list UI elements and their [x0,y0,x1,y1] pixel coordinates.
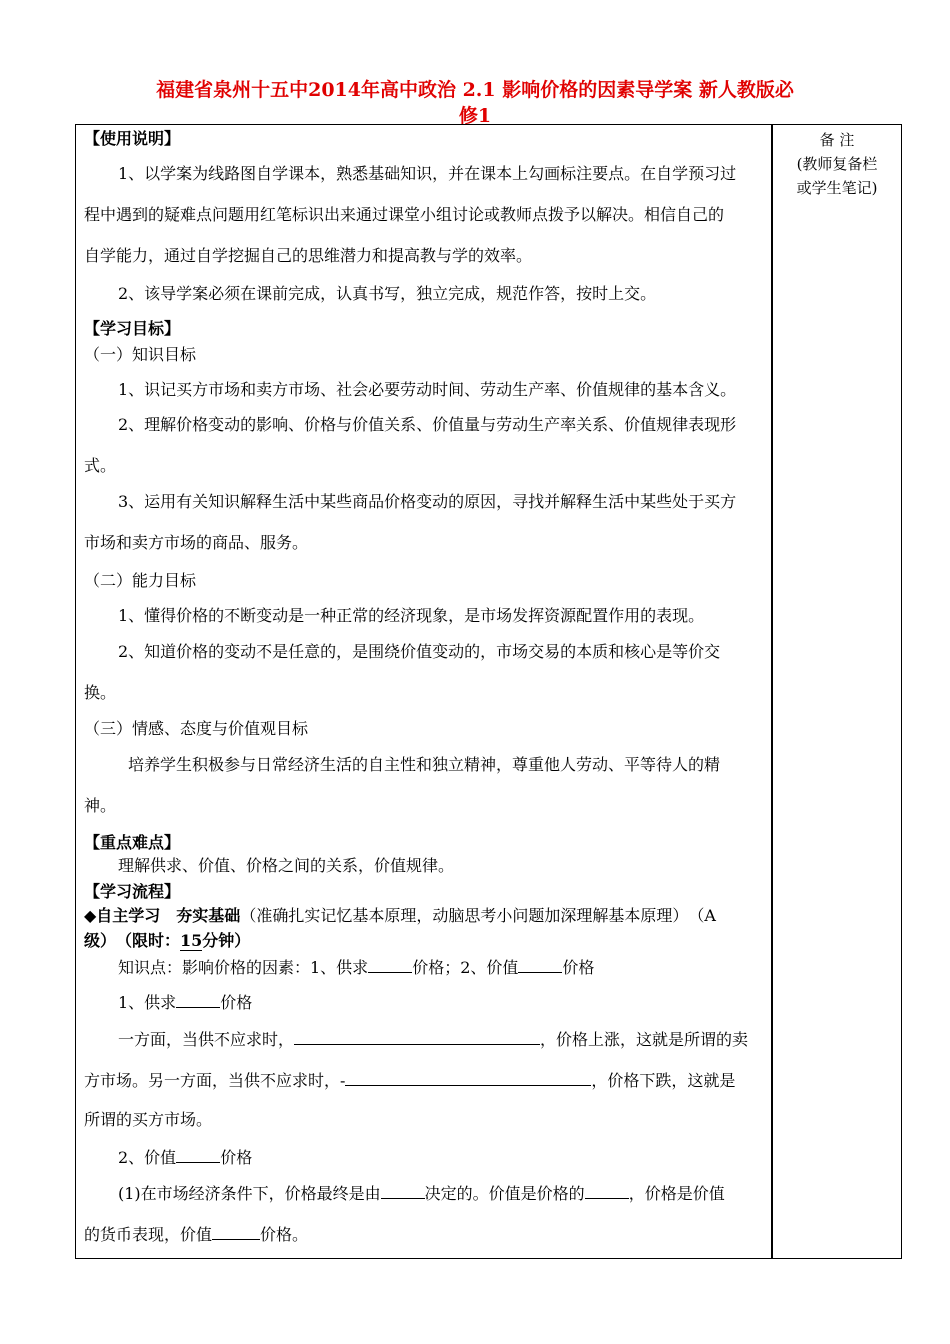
usage-paragraph-1-line-2: 程中遇到的疑难点问题用红笔标识出来通过课堂小组讨论或教师点拨予以解决。相信自己的 [84,205,725,224]
section-2-text-e: 价格。 [260,1225,309,1244]
section-1-text-d: ，价格下跌，这就是 [591,1071,736,1090]
ability-goal-2-line-1: 2、知道价格的变动不是任意的，是围绕价值变动的，市场交易的本质和核心是等价交 [118,642,721,661]
knowledge-goal-3-line-1: 3、运用有关知识解释生活中某些商品价格变动的原因，寻找并解释生活中某些处于买方 [118,492,737,511]
answer-blank[interactable] [518,957,562,973]
ability-goal-1: 1、懂得价格的不断变动是一种正常的经济现象，是市场发挥资源配置作用的表现。 [118,606,705,625]
ability-goals-heading: （二）能力目标 [84,571,197,590]
remarks-note-line-2: 或学生笔记) [796,179,878,197]
answer-blank[interactable] [368,957,412,973]
emotion-goals-heading: （三）情感、态度与价值观目标 [84,719,309,738]
section-2-text-a: (1)在市场经济条件下，价格最终是由 [118,1184,381,1203]
section-2-heading [118,1147,252,1168]
answer-blank[interactable] [585,1183,629,1199]
section-2-paragraph-line-1 [118,1183,725,1204]
section-1-paragraph-line-2 [84,1070,735,1091]
answer-blank[interactable] [381,1183,425,1199]
key-points-text: 理解供求、价值、价格之间的关系，价值规律。 [118,856,455,875]
section-1-paragraph-line-1 [118,1029,748,1050]
remarks-heading: 备 注 [819,131,855,149]
section-1-text-a: 一方面，当供不应求时， [118,1030,295,1049]
self-study-title: ◆自主学习 夯实基础 [84,906,241,925]
knowledge-goals-heading: （一）知识目标 [84,345,197,364]
time-limit-line [84,931,250,951]
section-1-label: 1、供求 [118,993,177,1012]
section-2-label: 2、价值 [118,1148,177,1167]
section-1-paragraph-line-3: 所谓的买方市场。 [84,1110,213,1129]
remarks-note-line-1: (教师复备栏 [796,155,878,173]
column-divider [771,124,773,1259]
usage-paragraph-1-line-3: 自学能力，通过自学挖掘自己的思维潜力和提高教与学的效率。 [84,246,533,265]
usage-paragraph-1-line-1: 1、以学案为线路图自学课本，熟悉基础知识，并在课本上勾画标注要点。在自学预习过 [118,164,737,183]
time-limit-unit: 分钟） [202,931,251,950]
knowledge-goal-1: 1、识记买方市场和卖方市场、社会必要劳动时间、劳动生产率、价值规律的基本含义。 [118,380,737,399]
section-1-label-tail: 价格 [220,993,253,1012]
knowledge-goal-2-line-2: 式。 [84,456,117,475]
section-1-text-b: ，价格上涨，这就是所谓的卖 [540,1030,749,1049]
section-2-text-b: 决定的。价值是价格的 [424,1184,585,1203]
self-study-line [84,906,716,926]
knowledge-goal-2-line-1: 2、理解价格变动的影响、价格与价值关系、价值量与劳动生产率关系、价值规律表现形 [118,415,737,434]
goals-heading: 【学习目标】 [84,319,181,338]
answer-blank[interactable] [345,1070,591,1086]
usage-heading: 【使用说明】 [84,129,181,148]
section-2-paragraph-line-2 [84,1224,308,1245]
knowledge-goal-3-line-2: 市场和卖方市场的商品、服务。 [84,533,309,552]
emotion-goal-line-2: 神。 [84,796,117,815]
knowledge-point-text-c: 价格 [562,958,595,977]
answer-blank[interactable] [176,992,220,1008]
process-heading: 【学习流程】 [84,882,181,901]
answer-blank[interactable] [212,1224,260,1240]
emotion-goal-line-1: 培养学生积极参与日常经济生活的自主性和独立精神，尊重他人劳动、平等待人的精 [128,755,721,774]
section-1-text-c: 方市场。另一方面，当供不应求时，- [84,1071,346,1090]
knowledge-point-text-b: 价格；2、价值 [412,958,519,977]
ability-goal-2-line-2: 换。 [84,683,117,702]
page-title-line-2: 修1 [458,105,492,127]
self-study-instruction: （准确扎实记忆基本原理，动脑思考小问题加深理解基本原理） （A [240,906,716,925]
page-title-line-1: 福建省泉州十五中2014年高中政治 2.1 影响价格的因素导学案 新人教版必 [156,79,794,101]
knowledge-point-text-a: 知识点：影响价格的因素：1、供求 [118,958,369,977]
answer-blank[interactable] [294,1029,540,1045]
section-1-heading [118,992,252,1013]
usage-paragraph-2: 2、该导学案必须在课前完成，认真书写，独立完成，规范作答，按时上交。 [118,284,657,303]
knowledge-point-line [118,957,594,978]
level-label: 级） （限时： [84,931,181,950]
time-limit-value: 15 [180,931,203,950]
section-2-text-d: 的货币表现，价值 [84,1225,213,1244]
section-2-text-c: ，价格是价值 [628,1184,725,1203]
section-2-label-tail: 价格 [220,1148,253,1167]
key-points-heading: 【重点难点】 [84,833,181,852]
answer-blank[interactable] [176,1147,220,1163]
